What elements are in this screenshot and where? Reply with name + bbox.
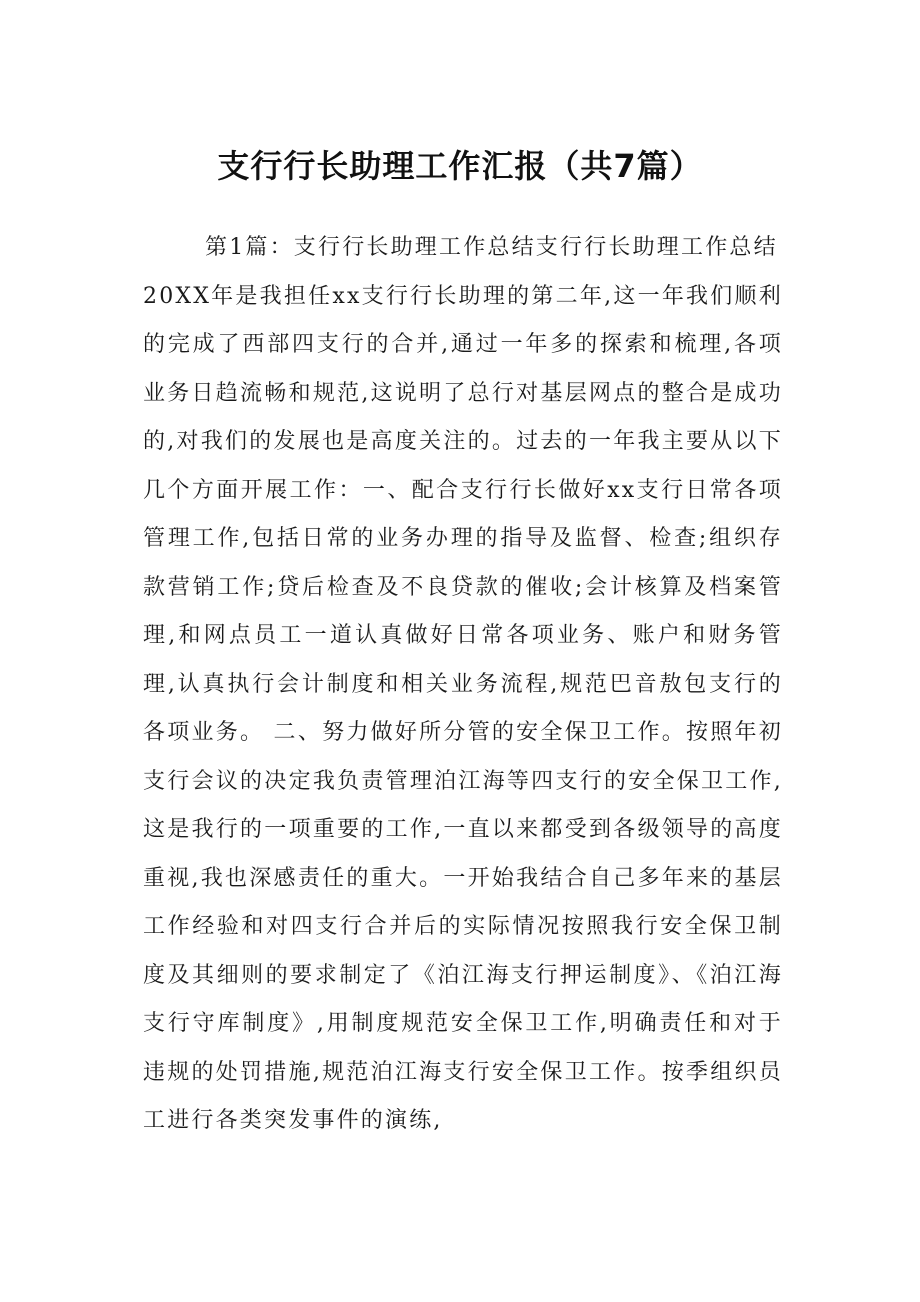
document-content (143, 224, 783, 1146)
body-paragraph: 20XX年是我担任xx支行行长助理的第二年,这一年我们顺利的完成了西部四支行的合并,通过一年多的探索和梳理,各项业务日趋流畅和规范,这说明了总行对基层网点的整合是成功的,对我们的发展也是高度关注的。过去的一年我主要从以下几个方面开展工作：一、配合支行行长做好xx支行日常各项管理工作,包括日常的业务办理的指导及监督、检查;组织存款营销工作;贷后检查及不良贷款的催收;会计核算及档案管理,和网点员工一道认真做好日常各项业务、账户和财务管理,认真执行会计制度和相关业务流程,规范巴音敖包支行的各项业务。 二、努力做好所分管的安全保卫工作。按照年初支行会议的决定我负责管理泊江海等四支行的安全保卫工作,这是我行的一项重要的工作,一直以来都受到各级领导的高度重视,我也深感责任的重大。一开始我结合自己多年来的基层工作经验和对四支行合并后的实际情况按照我行安全保卫制度及其细则的要求制定了《泊江海支行押运制度》、《泊江海支行守库制度》,用制度规范安全保卫工作,明确责任和对于违规的处罚措施,规范泊江海支行安全保卫工作。按季组织员工进行各类突发事件的演练, (143, 283, 783, 1133)
document-title: 支行行长助理工作汇报（共7篇） (217, 147, 703, 185)
section-heading: 第1篇：支行行长助理工作总结支行行长助理工作总结 (205, 235, 778, 260)
